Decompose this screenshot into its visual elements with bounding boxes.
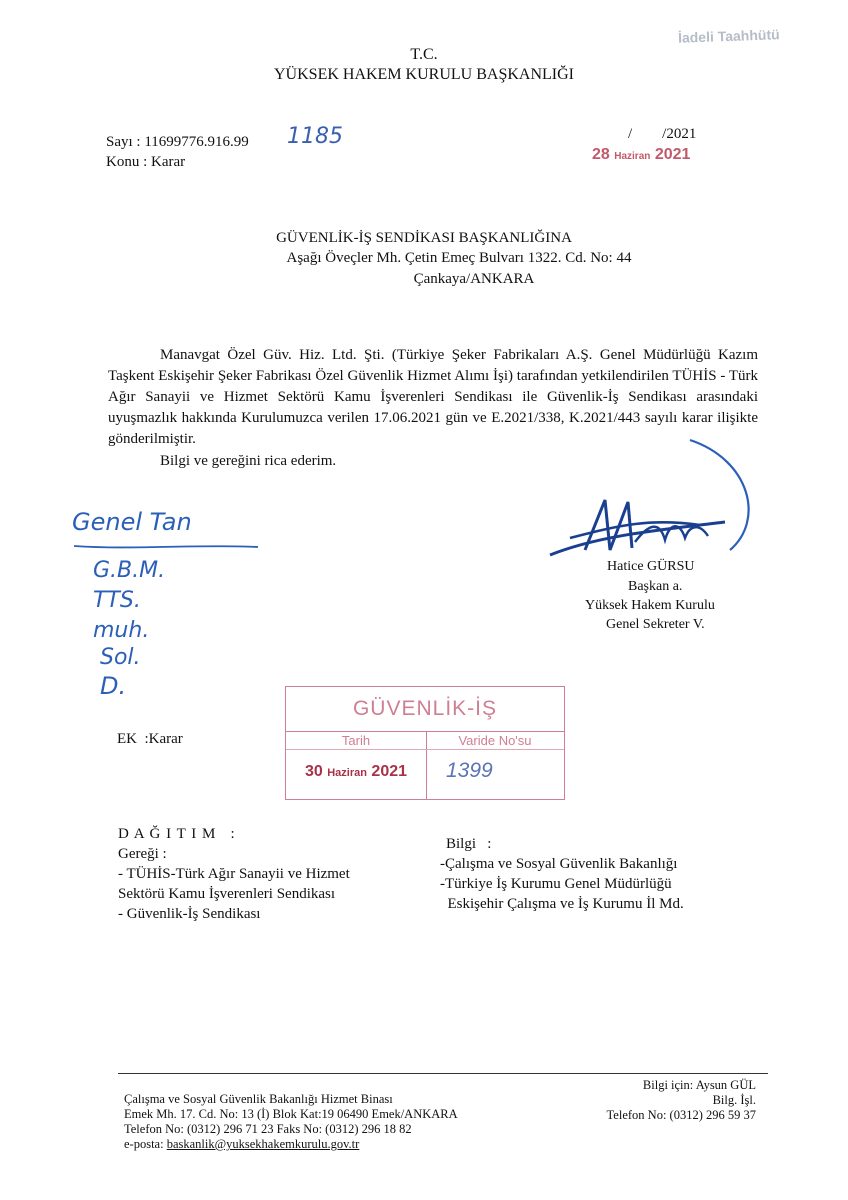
received-stamp-month: Haziran — [327, 767, 367, 779]
handwritten-note-6: D. — [100, 672, 127, 700]
geregi-item-3: - Güvenlik-İş Sendikası — [118, 906, 261, 922]
footer-contact-role: Bilg. İşl. — [712, 1093, 756, 1107]
footer-email-label: e-posta: — [124, 1137, 167, 1151]
signatory-title-2: Yüksek Hakem Kurulu — [585, 598, 715, 613]
bilgi-item-1: -Çalışma ve Sosyal Güvenlik Bakanlığı — [440, 856, 678, 872]
body-closing: Bilgi ve gereğini rica ederim. — [160, 453, 337, 469]
bilgi-item-2: -Türkiye İş Kurumu Genel Müdürlüğü — [440, 876, 672, 892]
signature-scribble — [540, 430, 770, 570]
konu-row — [106, 154, 185, 171]
handwritten-note-5: Sol. — [100, 645, 141, 670]
footer-contact-name: Bilgi için: Aysun GÜL — [642, 1078, 756, 1092]
send-date-year: 2021 — [654, 146, 691, 163]
footer-left — [124, 1092, 458, 1152]
received-stamp — [285, 686, 565, 800]
bilgi-item-3: Eskişehir Çalışma ve İş Kurumu İl Md. — [440, 896, 684, 912]
sayi-label: Sayı — [106, 134, 133, 150]
received-stamp-no-label: Varide No'su — [458, 733, 532, 748]
sayi-row — [106, 134, 249, 151]
attachment-line: EK :Karar — [117, 731, 183, 747]
handwritten-note-2: G.B.M. — [93, 558, 166, 583]
recipient-address-line1: Aşağı Öveçler Mh. Çetin Emeç Bulvarı 1322. Cd. No: 44 — [286, 250, 632, 266]
footer-right — [582, 1078, 756, 1123]
body-paragraph: Manavgat Özel Güv. Hiz. Ltd. Şti. (Türkiye Şeker Fabrikaları A.Ş. Genel Müdürlüğü Kazım Taşkent Eskişehir Şeker Fabrikası Özel Güvenlik Hizmet Alımı İşi) tarafından yetkilendirilen TÜHİS - Türk Ağır Sanayii ve Hizmet Sektörü Kamu İşverenleri Sendikası ile Güvenlik-İş Sendikası arasındaki uyuşmazlık hakkında Kurulumuzca verilen 17.06.2021 gün ve E.2021/338, K.2021/443 sayılı karar ilişikte gönderilmiştir. — [108, 347, 758, 447]
send-date-stamp — [592, 146, 690, 164]
footer-email-link[interactable]: baskanlik@yuksekhakemkurulu.gov.tr — [166, 1137, 360, 1151]
bilgi-label: Bilgi : — [446, 836, 492, 852]
footer-address-2: Emek Mh. 17. Cd. No: 13 (İ) Blok Kat:19 06490 Emek/ANKARA — [124, 1107, 458, 1121]
handwritten-note-3: TTS. — [93, 588, 141, 613]
received-stamp-number: 1399 — [446, 759, 493, 782]
received-stamp-date-label: Tarih — [341, 733, 371, 748]
handwritten-note-1: Genel Tan — [72, 508, 192, 536]
geregi-label: Gereği : — [118, 846, 167, 862]
printed-date: / /2021 — [628, 126, 697, 142]
handwritten-underline — [72, 540, 262, 552]
header-tc: T.C. — [410, 46, 438, 63]
footer-address-1: Çalışma ve Sosyal Güvenlik Bakanlığı Hizmet Binası — [124, 1092, 393, 1106]
footer-rule — [118, 1073, 768, 1074]
received-stamp-org: GÜVENLİK-İŞ — [352, 697, 498, 720]
recipient-name: GÜVENLİK-İŞ SENDİKASI BAŞKANLIĞINA — [276, 230, 572, 246]
geregi-item-1: - TÜHİS-Türk Ağır Sanayii ve Hizmet — [118, 866, 350, 882]
send-date-day: 28 — [592, 146, 610, 163]
footer-contact-phone: Telefon No: (0312) 296 59 37 — [606, 1108, 756, 1122]
send-date-month: Haziran — [614, 151, 651, 162]
sayi-handwritten-number: 1185 — [287, 124, 343, 149]
geregi-item-2: Sektörü Kamu İşverenleri Sendikası — [118, 886, 336, 902]
received-stamp-date — [286, 763, 426, 781]
distribution-title: D A Ğ I T I M : — [118, 826, 236, 842]
handwritten-note-4: muh. — [93, 618, 150, 643]
konu-value: : Karar — [143, 154, 186, 170]
signatory-name: Hatice GÜRSU — [607, 559, 695, 574]
konu-label: Konu — [106, 154, 140, 170]
signatory-title-3: Genel Sekreter V. — [606, 617, 705, 632]
registered-mail-mark: İadeli Taahhütü — [677, 26, 780, 46]
received-stamp-year: 2021 — [371, 763, 408, 780]
header-institution: YÜKSEK HAKEM KURULU BAŞKANLIĞI — [274, 66, 574, 83]
received-stamp-day: 30 — [304, 763, 323, 780]
recipient-address-line2: Çankaya/ANKARA — [413, 271, 535, 287]
sayi-value: : 11699776.916.99 — [136, 134, 249, 150]
footer-phone-fax: Telefon No: (0312) 296 71 23 Faks No: (0312) 296 18 82 — [124, 1122, 412, 1136]
signatory-title-1: Başkan a. — [628, 579, 683, 594]
footer-email-row — [124, 1137, 458, 1152]
